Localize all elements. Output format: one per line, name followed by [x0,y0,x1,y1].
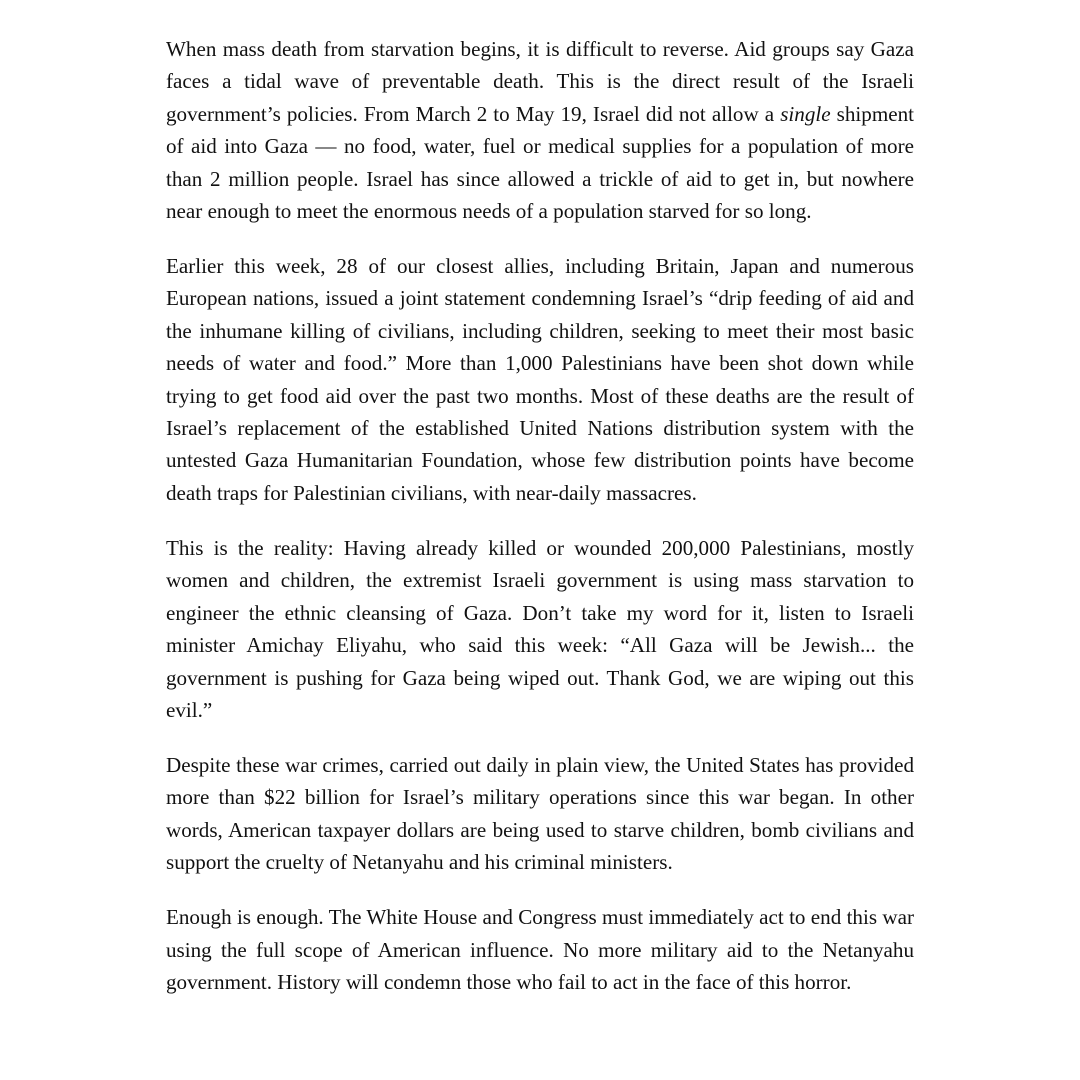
paragraph-5-text: Enough is enough. The White House and Congress must immediately act to end this war using the full scope of American influence. No more military aid to the Netanyahu government. History will condemn those who fail to act in the face of this horror. [166,905,914,994]
paragraph-1 [166,33,914,227]
paragraph-4-text: Despite these war crimes, carried out daily in plain view, the United States has provided more than $22 billion for Israel’s military operations since this war began. In other words, American taxpayer dollars are being used to starve children, bomb civilians and support the cruelty of Netanyahu and his criminal ministers. [166,752,914,875]
paragraph-4 [166,749,914,879]
paragraph-3-text: This is the reality: Having already killed or wounded 200,000 Palestinians, mostly women and children, the extremist Israeli government is using mass starvation to engineer the ethnic cleansing of Gaza. Don’t take my word for it, listen to Israeli minister Amichay Eliyahu, who said this week: “All Gaza will be Jewish... the government is pushing for Gaza being wiped out. Thank God, we are wiping out this evil.” [166,535,914,722]
article-body [166,33,914,998]
paragraph-3 [166,532,914,726]
paragraph-5 [166,901,914,998]
paragraph-2-text: Earlier this week, 28 of our closest allies, including Britain, Japan and numerous European nations, issued a joint statement condemning Israel’s “drip feeding of aid and the inhumane killing of civilians, including children, seeking to meet their most basic needs of water and food.” More than 1,000 Palestinians have been shot down while trying to get food aid over the past two months. Most of these deaths are the result of Israel’s replacement of the established United Nations distribution system with the untested Gaza Humanitarian Foundation, whose few distribution points have become death traps for Palestinian civilians, with near-daily massacres. [166,254,914,505]
paragraph-1-text-b: shipment of aid into Gaza — no food, water, fuel or medical supplies for a population of more than 2 million people. Israel has since allowed a trickle of aid to get in, but nowhere near enough to meet the enormous needs of a population starved for so long. [166,101,914,224]
paragraph-2 [166,250,914,509]
paragraph-1-emphasis: single [780,101,831,126]
paragraph-1-text-a: When mass death from starvation begins, it is difficult to reverse. Aid groups say Gaza faces a tidal wave of preventable death. This is the direct result of the Israeli government’s policies. From March 2 to May 19, Israel did not allow a [166,37,914,126]
